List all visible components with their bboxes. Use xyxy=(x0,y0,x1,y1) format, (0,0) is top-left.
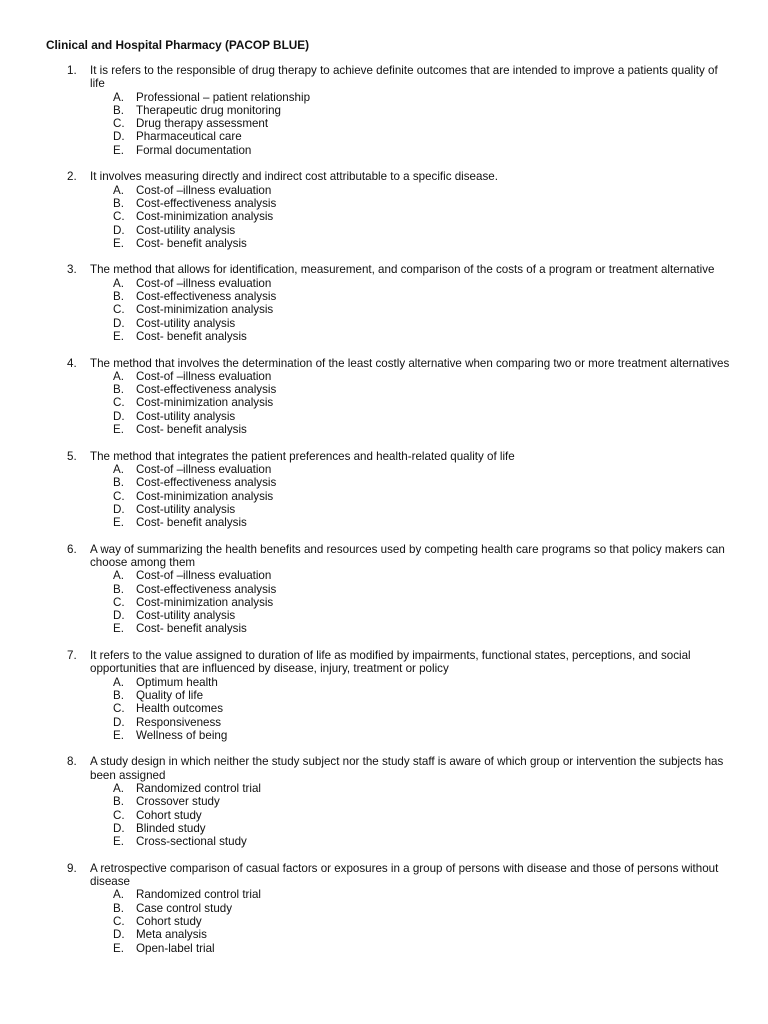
option-letter: B. xyxy=(113,476,124,490)
option-a xyxy=(0,676,768,689)
question-number: 7. xyxy=(67,649,77,663)
option-c xyxy=(0,702,768,715)
option-text: Cost-utility analysis xyxy=(136,502,236,516)
option-text: Cohort study xyxy=(136,808,202,822)
option-text: Cost-of –illness evaluation xyxy=(136,462,272,476)
option-text: Cross-sectional study xyxy=(136,835,247,849)
option-letter: D. xyxy=(113,715,125,729)
option-a xyxy=(0,277,768,290)
option-a xyxy=(0,463,768,476)
option-b xyxy=(0,795,768,808)
option-d xyxy=(0,716,768,729)
option-text: Cost-effectiveness analysis xyxy=(136,476,277,490)
option-letter: E. xyxy=(113,941,124,955)
option-text: Cost-effectiveness analysis xyxy=(136,196,277,210)
question-text: The method that allows for identification, measurement, and comparison of the costs of a program or treatment alternative xyxy=(90,263,715,277)
option-b xyxy=(0,689,768,702)
option-text: Wellness of being xyxy=(136,728,228,742)
question-number: 3. xyxy=(67,263,77,277)
option-a xyxy=(0,888,768,901)
option-list xyxy=(0,782,768,848)
option-text: Cost-utility analysis xyxy=(136,316,236,330)
option-text: Cost-effectiveness analysis xyxy=(136,290,277,304)
option-d xyxy=(0,410,768,423)
question-number: 4. xyxy=(67,356,77,370)
option-d xyxy=(0,822,768,835)
option-d xyxy=(0,130,768,143)
option-text: Cost-utility analysis xyxy=(136,409,236,423)
option-list xyxy=(0,888,768,954)
option-e xyxy=(0,516,768,529)
option-letter: B. xyxy=(113,582,124,596)
option-text: Optimum health xyxy=(136,675,218,689)
option-list xyxy=(0,569,768,635)
option-c xyxy=(0,396,768,409)
option-letter: D. xyxy=(113,609,125,623)
option-b xyxy=(0,197,768,210)
question-text: The method that involves the determination of the least costly alternative when comparing two or more treatment alternatives xyxy=(90,356,730,370)
option-letter: D. xyxy=(113,928,125,942)
option-letter: D. xyxy=(113,502,125,516)
option-e xyxy=(0,423,768,436)
option-c xyxy=(0,490,768,503)
option-b xyxy=(0,583,768,596)
option-a xyxy=(0,782,768,795)
option-text: Cost-effectiveness analysis xyxy=(136,383,277,397)
option-letter: D. xyxy=(113,130,125,144)
question-8 xyxy=(0,755,768,848)
option-text: Cost-of –illness evaluation xyxy=(136,569,272,583)
question-list xyxy=(0,64,768,968)
option-text: Cost-utility analysis xyxy=(136,223,236,237)
option-text: Randomized control trial xyxy=(136,782,262,796)
option-text: Cost-utility analysis xyxy=(136,609,236,623)
option-letter: B. xyxy=(113,383,124,397)
question-text: It involves measuring directly and indirect cost attributable to a specific disease. xyxy=(90,170,498,184)
option-text: Open-label trial xyxy=(136,941,215,955)
question-7 xyxy=(0,649,768,742)
option-text: Cost-of –illness evaluation xyxy=(136,276,272,290)
question-text: A study design in which neither the study subject nor the study staff is aware of which group or intervention the subjects has been assigned xyxy=(90,755,724,782)
option-text: Cost-minimization analysis xyxy=(136,303,274,317)
question-9 xyxy=(0,862,768,955)
option-letter: C. xyxy=(113,915,125,928)
option-text: Cost- benefit analysis xyxy=(136,516,247,530)
option-letter: A. xyxy=(113,888,124,902)
option-letter: B. xyxy=(113,290,124,304)
question-number: 2. xyxy=(67,170,77,184)
question-number: 9. xyxy=(67,861,77,875)
option-text: Cost- benefit analysis xyxy=(136,622,247,636)
option-text: Drug therapy assessment xyxy=(136,117,269,131)
option-letter: E. xyxy=(113,143,124,157)
option-letter: C. xyxy=(113,808,125,822)
option-text: Pharmaceutical care xyxy=(136,130,242,144)
option-d xyxy=(0,928,768,941)
question-text: A way of summarizing the health benefits and resources used by competing health care programs so that policy makers can choose among them xyxy=(90,542,725,569)
option-letter: D. xyxy=(113,316,125,330)
option-text: Cohort study xyxy=(136,915,202,928)
question-number: 5. xyxy=(67,449,77,463)
option-text: Cost-of –illness evaluation xyxy=(136,183,272,197)
question-text: The method that integrates the patient preferences and health-related quality of life xyxy=(90,449,515,463)
option-letter: E. xyxy=(113,423,124,437)
option-list xyxy=(0,676,768,742)
option-e xyxy=(0,237,768,250)
option-text: Responsiveness xyxy=(136,715,222,729)
option-text: Cost-effectiveness analysis xyxy=(136,582,277,596)
option-list xyxy=(0,184,768,250)
option-c xyxy=(0,809,768,822)
option-d xyxy=(0,609,768,622)
option-letter: B. xyxy=(113,795,124,809)
option-c xyxy=(0,303,768,316)
question-text: It is refers to the responsible of drug therapy to achieve definite outcomes that are intended to improve a patients quality of life xyxy=(90,64,718,91)
option-text: Randomized control trial xyxy=(136,888,262,902)
option-letter: E. xyxy=(113,835,124,849)
option-letter: A. xyxy=(113,276,124,290)
question-number: 8. xyxy=(67,755,77,769)
option-letter: C. xyxy=(113,303,125,317)
question-text: A retrospective comparison of casual factors or exposures in a group of persons with disease and those of persons without disease xyxy=(90,861,719,889)
option-letter: A. xyxy=(113,462,124,476)
option-e xyxy=(0,942,768,955)
option-text: Meta analysis xyxy=(136,928,207,942)
option-text: Cost-minimization analysis xyxy=(136,210,274,224)
option-letter: E. xyxy=(113,728,124,742)
option-letter: A. xyxy=(113,369,124,383)
question-number: 6. xyxy=(67,542,77,556)
option-letter: D. xyxy=(113,223,125,237)
option-letter: D. xyxy=(113,821,125,835)
option-e xyxy=(0,330,768,343)
question-1 xyxy=(0,64,768,157)
option-list xyxy=(0,277,768,343)
option-letter: E. xyxy=(113,516,124,530)
option-text: Case control study xyxy=(136,901,233,915)
option-text: Cost-minimization analysis xyxy=(136,489,274,503)
question-3 xyxy=(0,263,768,343)
option-list xyxy=(0,463,768,529)
option-letter: A. xyxy=(113,675,124,689)
option-letter: E. xyxy=(113,329,124,343)
option-letter: E. xyxy=(113,622,124,636)
option-letter: C. xyxy=(113,117,125,131)
option-letter: C. xyxy=(113,489,125,503)
option-text: Professional – patient relationship xyxy=(136,90,311,104)
option-e xyxy=(0,835,768,848)
option-a xyxy=(0,91,768,104)
option-letter: B. xyxy=(113,688,124,702)
option-text: Therapeutic drug monitoring xyxy=(136,103,282,117)
option-e xyxy=(0,622,768,635)
option-b xyxy=(0,476,768,489)
option-d xyxy=(0,224,768,237)
option-letter: D. xyxy=(113,409,125,423)
option-text: Quality of life xyxy=(136,688,204,702)
option-list xyxy=(0,91,768,157)
option-c xyxy=(0,915,768,928)
option-b xyxy=(0,290,768,303)
option-letter: C. xyxy=(113,396,125,410)
option-text: Cost- benefit analysis xyxy=(136,329,247,343)
option-letter: A. xyxy=(113,183,124,197)
option-letter: C. xyxy=(113,702,125,716)
option-a xyxy=(0,370,768,383)
document-title: Clinical and Hospital Pharmacy (PACOP BLUE) xyxy=(46,38,310,52)
option-text: Blinded study xyxy=(136,821,206,835)
option-letter: A. xyxy=(113,782,124,796)
option-d xyxy=(0,503,768,516)
option-b xyxy=(0,104,768,117)
option-letter: E. xyxy=(113,236,124,250)
question-6 xyxy=(0,543,768,636)
option-text: Cost-of –illness evaluation xyxy=(136,369,272,383)
option-text: Health outcomes xyxy=(136,702,223,716)
option-text: Cost-minimization analysis xyxy=(136,595,274,609)
option-text: Crossover study xyxy=(136,795,220,809)
question-2 xyxy=(0,170,768,250)
question-text: It refers to the value assigned to duration of life as modified by impairments, functional states, perceptions, and social opportunities that are influenced by disease, injury, treatment or policy xyxy=(90,649,691,676)
option-a xyxy=(0,184,768,197)
option-letter: C. xyxy=(113,595,125,609)
option-letter: A. xyxy=(113,90,124,104)
option-list xyxy=(0,370,768,436)
option-letter: A. xyxy=(113,569,124,583)
option-c xyxy=(0,117,768,130)
option-text: Formal documentation xyxy=(136,143,252,157)
option-d xyxy=(0,317,768,330)
option-letter: B. xyxy=(113,196,124,210)
option-letter: C. xyxy=(113,210,125,224)
option-c xyxy=(0,596,768,609)
option-letter: B. xyxy=(113,103,124,117)
question-number: 1. xyxy=(67,64,77,77)
option-b xyxy=(0,902,768,915)
option-b xyxy=(0,383,768,396)
option-text: Cost- benefit analysis xyxy=(136,236,247,250)
question-4 xyxy=(0,357,768,437)
question-5 xyxy=(0,450,768,530)
option-text: Cost-minimization analysis xyxy=(136,396,274,410)
option-e xyxy=(0,729,768,742)
option-text: Cost- benefit analysis xyxy=(136,423,247,437)
option-e xyxy=(0,144,768,157)
option-letter: B. xyxy=(113,901,124,915)
option-a xyxy=(0,569,768,582)
option-c xyxy=(0,210,768,223)
